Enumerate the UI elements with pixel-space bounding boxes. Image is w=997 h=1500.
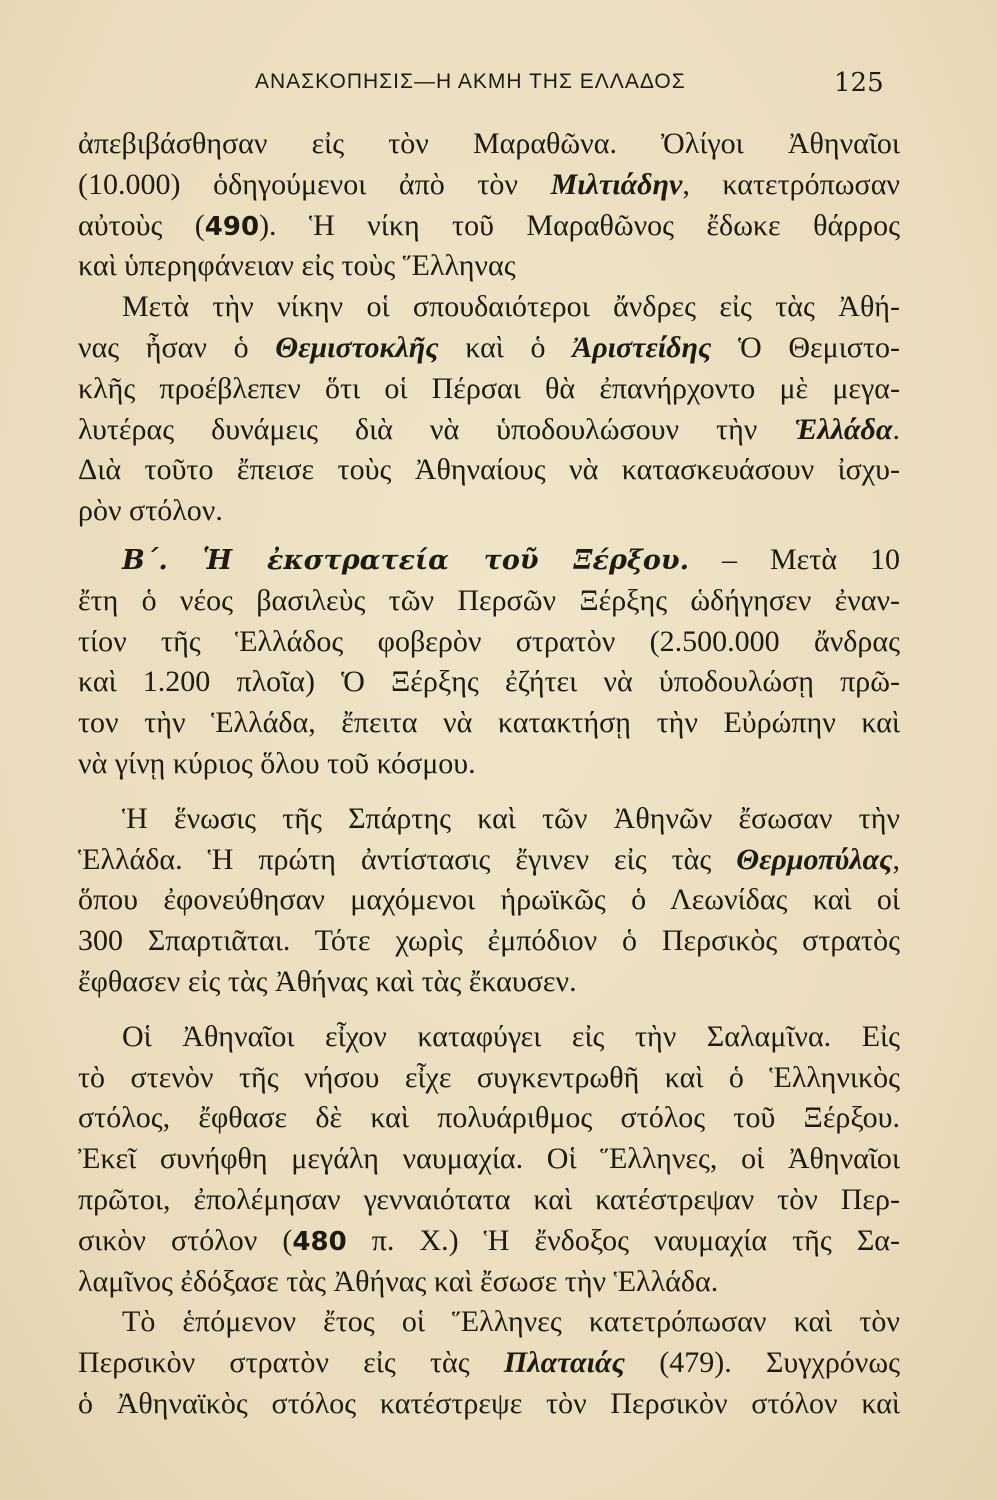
body-text xyxy=(78,124,900,1425)
text-line: Περσικὸν στρατὸν εἰς τὰς Πλαταιάς (479). Συγχρόνως xyxy=(78,1346,901,1380)
year-label: 490 xyxy=(204,211,260,242)
year-label: 480 xyxy=(292,1226,347,1257)
page-number: 125 xyxy=(834,68,884,98)
text-line: λυτέρας δυνάμεις διὰ νὰ ὑποδουλώσουν τὴν Ἑλλάδα. xyxy=(78,412,900,446)
text-line: πρῶτοι, ἐπολέμησαν γενναιότατα καὶ κατέστρεψαν τὸν Περ- xyxy=(78,1182,900,1216)
text-line: Ἑλλάδα. Ἡ πρώτη ἀντίστασις ἔγινεν εἰς τὰς Θερμοπύλας, xyxy=(78,842,900,876)
section-heading-line: Β΄. Ἡ ἐκστρατεία τοῦ Ξέρξου. – Μετὰ 10 xyxy=(122,542,900,576)
text-line: καὶ ὑπερηφάνειαν εἰς τοὺς Ἕλληνας xyxy=(78,249,516,283)
text-line: ἔτη ὁ νέος βασιλεὺς τῶν Περσῶν Ξέρξης ὡδήγησεν ἐναν- xyxy=(78,583,900,617)
text-line: ἀπεβιβάσθησαν εἰς τὸν Μαραθῶνα. Ὀλίγοι Ἀθηναῖοι xyxy=(78,127,900,160)
text-line: στόλος, ἔφθασε δὲ καὶ πολυάριθμος στόλος τοῦ Ξέρξου. xyxy=(78,1101,900,1135)
text-line: καὶ 1.200 πλοῖα) Ὁ Ξέρξης ἐζήτει νὰ ὑποδουλώσῃ πρῶ- xyxy=(78,665,900,699)
name-plataea: Πλαταιάς xyxy=(503,1346,625,1380)
name-thermopylae: Θερμοπύλας xyxy=(736,842,893,876)
text-line: ὅπου ἐφονεύθησαν μαχόμενοι ἡρωϊκῶς ὁ Λεωνίδας καὶ οἱ xyxy=(78,883,900,917)
text-line: τον τὴν Ἑλλάδα, ἔπειτα νὰ κατακτήσῃ τὴν Εὐρώπην καὶ xyxy=(78,706,900,740)
text-line: αὐτοὺς (490). Ἡ νίκη τοῦ Μαραθῶνος ἔδωκε θάρρος xyxy=(78,208,900,242)
text-line: ἔφθασεν εἰς τὰς Ἀθήνας καὶ τὰς ἔκαυσεν. xyxy=(78,964,577,998)
text-line: νας ἦσαν ὁ Θεμιστοκλῆς καὶ ὁ Ἀριστείδης Ὁ Θεμιστο- xyxy=(78,330,900,364)
text-line: ρὸν στόλον. xyxy=(78,494,223,528)
text-line: τὸ στενὸν τῆς νήσου εἶχε συγκεντρωθῆ καὶ ὁ Ἑλληνικὸς xyxy=(78,1060,900,1094)
name-aristides: Ἀριστείδης xyxy=(572,330,712,364)
text-line: λαμῖνος ἐδόξασε τὰς Ἀθήνας καὶ ἔσωσε τὴν Ἑλλάδα. xyxy=(78,1264,719,1298)
running-header: ΑΝΑΣΚΟΠΗΣΙΣ—Η ΑΚΜΗ ΤΗΣ ΕΛΛΑΔΟΣ xyxy=(255,70,686,93)
text-line: Ἐκεῖ συνήφθη μεγάλη ναυμαχία. Οἱ Ἕλληνες, οἱ Ἀθηναῖοι xyxy=(78,1142,900,1176)
text-line: Διὰ τοῦτο ἔπεισε τοὺς Ἀθηναίους νὰ κατασκευάσουν ἰσχυ- xyxy=(78,453,900,487)
text-line: Οἱ Ἀθηναῖοι εἶχον καταφύγει εἰς τὴν Σαλαμῖνα. Εἰς xyxy=(122,1019,900,1053)
text-line: (10.000) ὁδηγούμενοι ἀπὸ τὸν Μιλτιάδην, κατετρόπωσαν xyxy=(78,167,901,201)
text-line: Τὸ ἑπόμενον ἔτος οἱ Ἕλληνες κατετρόπωσαν καὶ τὸν xyxy=(122,1305,900,1339)
name-hellas: Ἑλλάδα xyxy=(794,412,893,446)
text-line: σικὸν στόλον (480 π. Χ.) Ἡ ἔνδοξος ναυμαχία τῆς Σα- xyxy=(78,1223,900,1257)
name-themistocles: Θεμιστοκλῆς xyxy=(275,330,439,364)
name-miltiades: Μιλτιάδην xyxy=(550,167,683,201)
text-line: Μετὰ τὴν νίκην οἱ σπουδαιότεροι ἄνδρες εἰς τὰς Ἀθή- xyxy=(122,290,900,324)
section-heading: Β΄. Ἡ ἐκστρατεία τοῦ Ξέρξου. xyxy=(122,544,690,576)
text-line: ὁ Ἀθηναϊκὸς στόλος κατέστρεψε τὸν Περσικὸν στόλον καὶ xyxy=(78,1386,900,1420)
text-line: Ἡ ἕνωσις τῆς Σπάρτης καὶ τῶν Ἀθηνῶν ἔσωσαν τὴν xyxy=(122,801,900,835)
text-line: νὰ γίνῃ κύριος ὅλου τοῦ κόσμου. xyxy=(78,746,476,780)
text-line: 300 Σπαρτιᾶται. Τότε χωρὶς ἐμπόδιον ὁ Περσικὸς στρατὸς xyxy=(78,924,900,958)
text-line: τίον τῆς Ἑλλάδος φοβερὸν στρατὸν (2.500.000 ἄνδρας xyxy=(78,624,900,658)
text-line: κλῆς προέβλεπεν ὅτι οἱ Πέρσαι θὰ ἐπανήρχοντο μὲ μεγα- xyxy=(78,371,900,405)
